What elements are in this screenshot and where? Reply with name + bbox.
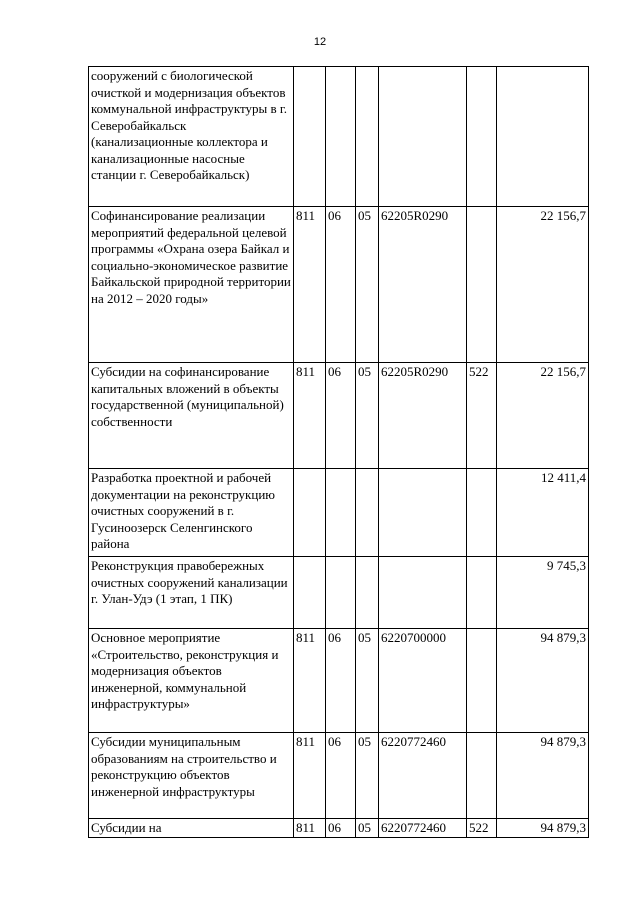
- section-cell: 06: [326, 819, 356, 838]
- expense-type-cell: [467, 629, 497, 733]
- row-name-cell: Субсидии на: [89, 819, 294, 838]
- sum-cell: 94 879,3: [497, 629, 589, 733]
- row-name-cell: Субсидии на софинансирование капитальных вложений в объекты государственной (муниципальной) собственности: [89, 363, 294, 469]
- subsection-cell: 05: [356, 207, 379, 363]
- subsection-cell: 05: [356, 629, 379, 733]
- section-cell: 06: [326, 733, 356, 819]
- section-cell: [326, 67, 356, 207]
- grbs-cell: [294, 67, 326, 207]
- expense-type-cell: [467, 67, 497, 207]
- sum-cell: 22 156,7: [497, 363, 589, 469]
- section-cell: [326, 557, 356, 629]
- table-row: [89, 629, 589, 733]
- sum-cell: [497, 67, 589, 207]
- expense-type-cell: 522: [467, 819, 497, 838]
- subsection-cell: [356, 67, 379, 207]
- grbs-cell: 811: [294, 363, 326, 469]
- budget-table: [88, 66, 589, 838]
- subsection-cell: 05: [356, 733, 379, 819]
- target-article-cell: [379, 557, 467, 629]
- grbs-cell: [294, 469, 326, 557]
- grbs-cell: 811: [294, 819, 326, 838]
- target-article-cell: 62205R0290: [379, 207, 467, 363]
- row-name-cell: Реконструкция правобережных очистных сооружений канализации г. Улан-Удэ (1 этап, 1 ПК): [89, 557, 294, 629]
- grbs-cell: 811: [294, 733, 326, 819]
- grbs-cell: [294, 557, 326, 629]
- row-name-cell: Субсидии муниципальным образованиям на строительство и реконструкцию объектов инженерной инфраструктуры: [89, 733, 294, 819]
- section-cell: 06: [326, 207, 356, 363]
- sum-cell: 94 879,3: [497, 733, 589, 819]
- table-row: [89, 67, 589, 207]
- expense-type-cell: [467, 557, 497, 629]
- section-cell: 06: [326, 363, 356, 469]
- target-article-cell: [379, 67, 467, 207]
- target-article-cell: 6220772460: [379, 733, 467, 819]
- page-number: 12: [313, 36, 327, 48]
- target-article-cell: 6220700000: [379, 629, 467, 733]
- subsection-cell: 05: [356, 819, 379, 838]
- grbs-cell: 811: [294, 629, 326, 733]
- table-row: [89, 363, 589, 469]
- expense-type-cell: [467, 733, 497, 819]
- table-row: [89, 733, 589, 819]
- sum-cell: 22 156,7: [497, 207, 589, 363]
- section-cell: 06: [326, 629, 356, 733]
- expense-type-cell: [467, 207, 497, 363]
- sum-cell: 12 411,4: [497, 469, 589, 557]
- row-name-cell: Основное мероприятие «Строительство, реконструкция и модернизация объектов инженерной, коммунальной инфраструктуры»: [89, 629, 294, 733]
- target-article-cell: 6220772460: [379, 819, 467, 838]
- sum-cell: 9 745,3: [497, 557, 589, 629]
- table-row: [89, 819, 589, 838]
- expense-type-cell: 522: [467, 363, 497, 469]
- table-row: [89, 557, 589, 629]
- subsection-cell: [356, 557, 379, 629]
- target-article-cell: [379, 469, 467, 557]
- sum-cell: 94 879,3: [497, 819, 589, 838]
- subsection-cell: [356, 469, 379, 557]
- subsection-cell: 05: [356, 363, 379, 469]
- grbs-cell: 811: [294, 207, 326, 363]
- row-name-cell: Разработка проектной и рабочей документации на реконструкцию очистных сооружений в г. Гусиноозерск Селенгинского района: [89, 469, 294, 557]
- target-article-cell: 62205R0290: [379, 363, 467, 469]
- table-row: [89, 207, 589, 363]
- table-row: [89, 469, 589, 557]
- row-name-cell: сооружений с биологической очисткой и модернизация объектов коммунальной инфраструктуры в г. Северобайкальск (канализационные коллектора и канализационные насосные станции г. Северобайкальск): [89, 67, 294, 207]
- section-cell: [326, 469, 356, 557]
- expense-type-cell: [467, 469, 497, 557]
- row-name-cell: Софинансирование реализации мероприятий федеральной целевой программы «Охрана озера Байкал и социально-экономическое развитие Байкальской природной территории на 2012 – 2020 годы»: [89, 207, 294, 363]
